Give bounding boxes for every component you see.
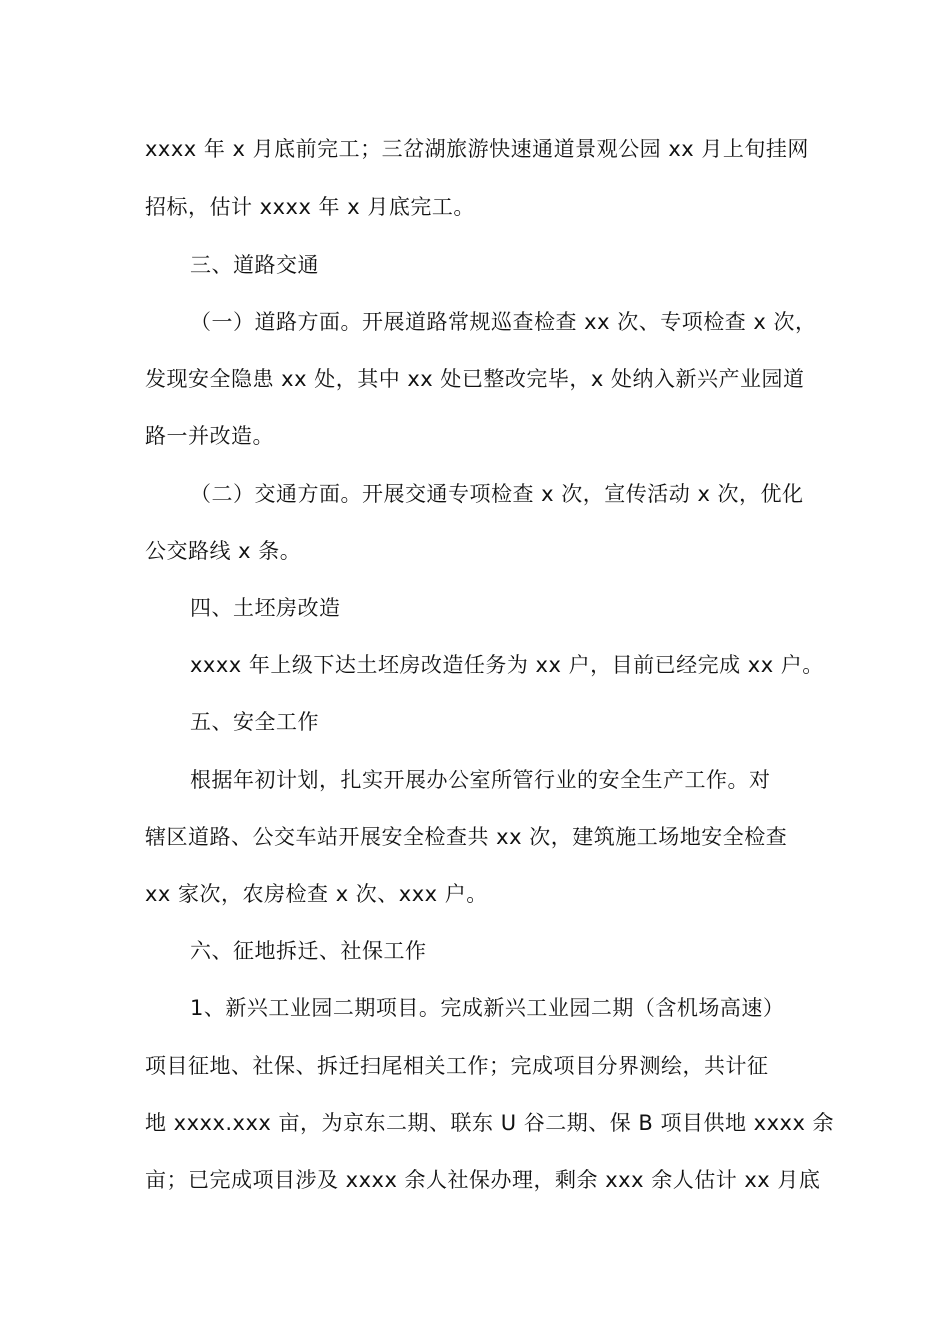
section-heading: 三、道路交通 [190,253,319,277]
paragraph-line: 地 xxxx.xxx 亩，为京东二期、联东 U 谷二期、保 B 项目供地 xxxx 余 [145,1111,835,1135]
section-heading: 四、土坯房改造 [190,596,341,620]
paragraph-line: 发现安全隐患 xx 处，其中 xx 处已整改完毕，x 处纳入新兴产业园道 [145,367,805,391]
paragraph-line: xxxx 年上级下达土坯房改造任务为 xx 户，目前已经完成 xx 户。 [190,653,824,677]
paragraph-line: 项目征地、社保、拆迁扫尾相关工作；完成项目分界测绘，共计征 [145,1054,769,1078]
paragraph-line: 亩；已完成项目涉及 xxxx 余人社保办理，剩余 xxx 余人估计 xx 月底 [145,1168,821,1192]
section-heading: 六、征地拆迁、社保工作 [190,939,427,963]
paragraph-line: （一）道路方面。开展道路常规巡查检查 xx 次、专项检查 x 次， [190,310,817,334]
paragraph-line: xx 家次，农房检查 x 次、xxx 户。 [145,882,488,906]
paragraph-line: xxxx 年 x 月底前完工；三岔湖旅游快速通道景观公园 xx 月上旬挂网 [145,137,809,161]
paragraph-line: 根据年初计划，扎实开展办公室所管行业的安全生产工作。对 [190,768,771,792]
paragraph-line: （二）交通方面。开展交通专项检查 x 次，宣传活动 x 次，优化 [190,482,804,506]
paragraph-line: 1、新兴工业园二期项目。完成新兴工业园二期（含机场高速） [190,996,785,1020]
paragraph-line: 辖区道路、公交车站开展安全检查共 xx 次，建筑施工场地安全检查 [145,825,788,849]
section-heading: 五、安全工作 [190,710,319,734]
paragraph-line: 招标，估计 xxxx 年 x 月底完工。 [145,195,475,219]
paragraph-line: 路一并改造。 [145,424,274,448]
paragraph-line: 公交路线 x 条。 [145,539,302,563]
